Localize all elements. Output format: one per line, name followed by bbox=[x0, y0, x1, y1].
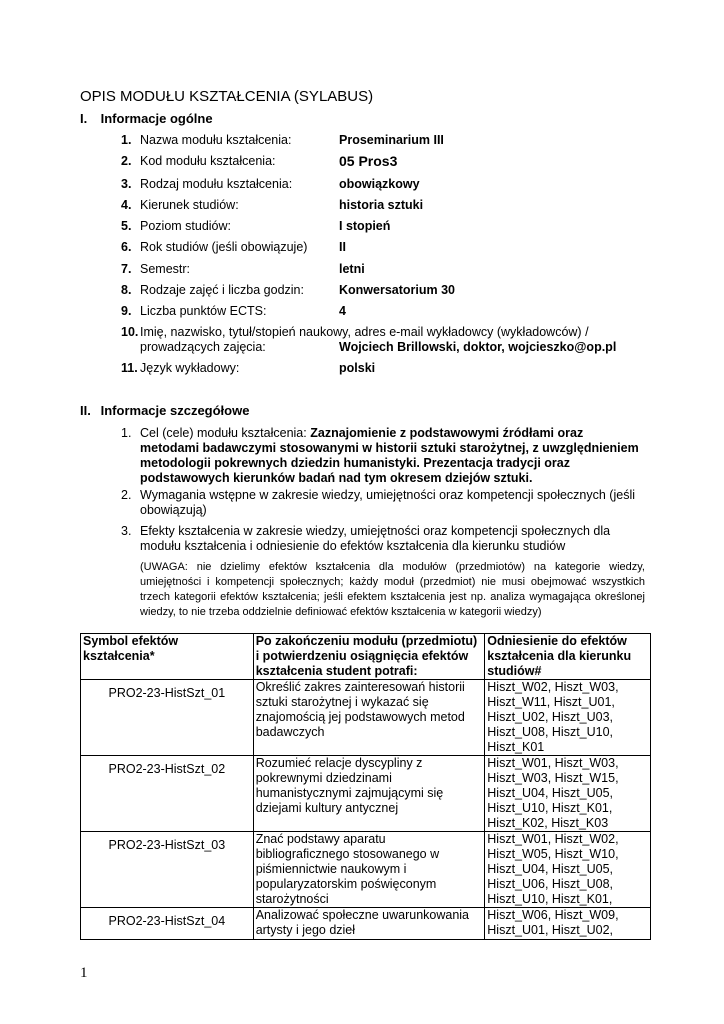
row-value: Konwersatorium 30 bbox=[339, 283, 456, 297]
row-label: Kierunek studiów: bbox=[140, 198, 239, 212]
detail-item-3 bbox=[121, 524, 641, 554]
row-number: 10. bbox=[121, 325, 139, 339]
row-number: 8. bbox=[121, 283, 132, 297]
row-value: obowiązkowy bbox=[339, 177, 420, 191]
cell-reference: Hiszt_W06, Hiszt_W09, Hiszt_U01, Hiszt_U02, bbox=[485, 908, 651, 940]
row-number: 3. bbox=[121, 177, 132, 191]
row-label: Kod modułu kształcenia: bbox=[140, 154, 276, 168]
header-symbol: Symbol efektów kształcenia* bbox=[81, 634, 254, 680]
section-2-title: Informacje szczegółowe bbox=[100, 403, 250, 418]
table-row bbox=[81, 832, 651, 908]
cell-reference: Hiszt_W01, Hiszt_W02, Hiszt_W05, Hiszt_W10, Hiszt_U04, Hiszt_U05, Hiszt_U06, Hiszt_U08, Hiszt_U10, Hiszt_K01, bbox=[485, 832, 651, 908]
item-text: Wymagania wstępne w zakresie wiedzy, umiejętności oraz kompetencji społecznych (jeśli obowiązują) bbox=[140, 488, 636, 517]
row-value: I stopień bbox=[339, 219, 391, 233]
item-text: Efekty kształcenia w zakresie wiedzy, umiejętności oraz kompetencji społecznych dla modułu kształcenia i odniesienie do efektów kształcenia dla kierunku studiów bbox=[140, 524, 611, 553]
row-label-continued: prowadzących zajęcia: bbox=[140, 340, 266, 354]
row-value: historia sztuki bbox=[339, 198, 424, 212]
section-1-heading bbox=[80, 111, 213, 126]
row-label: Liczba punktów ECTS: bbox=[140, 304, 267, 318]
item-number: 2. bbox=[121, 488, 132, 502]
section-2-number: II. bbox=[80, 403, 91, 418]
table-row bbox=[81, 756, 651, 832]
cell-effect: Rozumieć relacje dyscypliny z pokrewnymi dziedzinami humanistycznymi zajmującymi się dziejami kultury antycznej bbox=[253, 756, 485, 832]
header-reference: Odniesienie do efektów kształcenia dla kierunku studiów# bbox=[485, 634, 651, 680]
cell-effect: Określić zakres zainteresowań historii sztuki starożytnej i wykazać się znajomością jej podstawowych metod badawczych bbox=[253, 680, 485, 756]
page-number: 1 bbox=[80, 965, 88, 981]
section-1-title: Informacje ogólne bbox=[100, 111, 213, 126]
row-value: 05 Pros3 bbox=[339, 153, 398, 169]
learning-outcomes-table bbox=[80, 633, 651, 940]
cell-reference: Hiszt_W01, Hiszt_W03, Hiszt_W03, Hiszt_W15, Hiszt_U04, Hiszt_U05, Hiszt_U10, Hiszt_K01, Hiszt_K02, Hiszt_K03 bbox=[485, 756, 651, 832]
row-label: Imię, nazwisko, tytuł/stopień naukowy, adres e-mail wykładowcy (wykładowców) / bbox=[140, 325, 589, 339]
row-label: Semestr: bbox=[140, 262, 191, 276]
cell-effect: Analizować społeczne uwarunkowania artysty i jego dzieł bbox=[253, 908, 485, 940]
row-number: 2. bbox=[121, 154, 132, 168]
cell-effect: Znać podstawy aparatu bibliograficznego stosowanego w piśmiennictwie naukowym i popularyzatorskim poświęconym starożytności bbox=[253, 832, 485, 908]
row-number: 1. bbox=[121, 133, 132, 147]
row-label: Rodzaj modułu kształcenia: bbox=[140, 177, 293, 191]
note-paragraph: (UWAGA: nie dzielimy efektów kształcenia dla modułów (przedmiotów) na kategorie wiedzy, umiejętności i kompetencji społecznych; każdy moduł (przedmiot) nie musi obejmować wszystkich trzech kategorii efektów kształcenia; jeśli efektem kształcenia jest np. analiza wymagająca określonej wiedzy, to nie trzeba oddzielnie definiować efektów kształcenia w kategorii wiedzy) bbox=[140, 561, 645, 618]
row-value: 4 bbox=[339, 304, 346, 318]
row-number: 7. bbox=[121, 262, 132, 276]
item-number: 1. bbox=[121, 426, 132, 440]
general-row-10 bbox=[121, 325, 681, 356]
table-row bbox=[81, 908, 651, 940]
row-number: 9. bbox=[121, 304, 132, 318]
item-goal-text: Zaznajomienie z podstawowymi źródłami oraz metodami badawczymi stosowanymi w historii sztuki starożytnej, z uwzględnieniem metodologii pokrewnych dziedzin humanistyki. Prezentacja tradycji oraz podstawowych kierunków badań nad tym okresem dziejów sztuki. bbox=[140, 426, 639, 485]
row-label: Nazwa modułu kształcenia: bbox=[140, 133, 292, 147]
row-value: Wojciech Brillowski, doktor, wojcieszko@op.pl bbox=[339, 340, 617, 354]
row-number: 4. bbox=[121, 198, 132, 212]
cell-symbol: PRO2-23-HistSzt_01 bbox=[81, 680, 254, 756]
table-header-row bbox=[81, 634, 651, 680]
detail-item-2 bbox=[121, 488, 641, 518]
row-label: Poziom studiów: bbox=[140, 219, 232, 233]
row-label: Język wykładowy: bbox=[140, 361, 240, 375]
cell-symbol: PRO2-23-HistSzt_04 bbox=[81, 908, 254, 940]
row-number: 5. bbox=[121, 219, 132, 233]
detail-item-1 bbox=[121, 426, 641, 486]
header-effect: Po zakończeniu modułu (przedmiotu) i potwierdzeniu osiągnięcia efektów kształcenia student potrafi: bbox=[253, 634, 485, 680]
cell-symbol: PRO2-23-HistSzt_02 bbox=[81, 756, 254, 832]
row-label: Rok studiów (jeśli obowiązuje) bbox=[140, 240, 308, 254]
row-number: 6. bbox=[121, 240, 132, 254]
section-1-number: I. bbox=[80, 111, 88, 126]
cell-reference: Hiszt_W02, Hiszt_W03, Hiszt_W11, Hiszt_U01, Hiszt_U02, Hiszt_U03, Hiszt_U08, Hiszt_U10, Hiszt_K01 bbox=[485, 680, 651, 756]
document-title: OPIS MODUŁU KSZTAŁCENIA (SYLABUS) bbox=[80, 88, 374, 105]
row-value: II bbox=[339, 240, 346, 254]
item-number: 3. bbox=[121, 524, 132, 538]
cell-symbol: PRO2-23-HistSzt_03 bbox=[81, 832, 254, 908]
item-label: Cel (cele) modułu kształcenia: bbox=[140, 426, 307, 440]
row-value: polski bbox=[339, 361, 376, 375]
section-2-heading bbox=[80, 403, 249, 418]
row-value: Proseminarium III bbox=[339, 133, 444, 147]
table-row bbox=[81, 680, 651, 756]
row-label: Rodzaje zajęć i liczba godzin: bbox=[140, 283, 304, 297]
row-value: letni bbox=[339, 262, 365, 276]
row-number: 11. bbox=[121, 361, 138, 375]
